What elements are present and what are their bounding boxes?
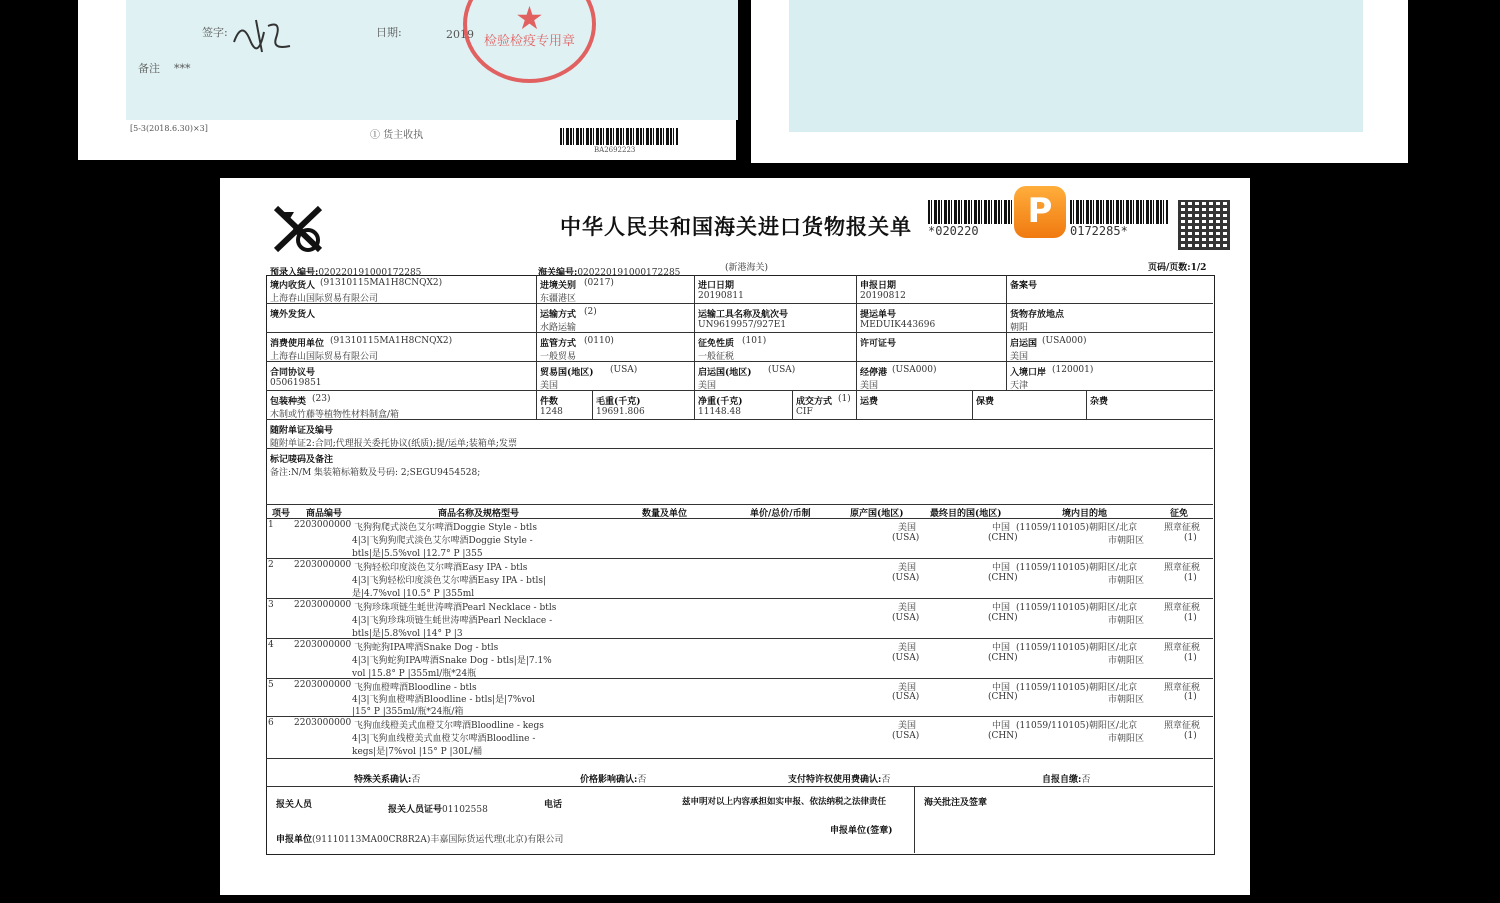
- bl-label: 提运单号: [860, 310, 897, 320]
- special-label: 特殊关系确认:: [354, 775, 412, 785]
- table-row: [266, 640, 1213, 678]
- item-dest-place: (11059/110105)朝阳区/北京: [1016, 683, 1138, 693]
- item-code: 2203000000: [294, 600, 352, 610]
- transport-mode-label: 运输方式: [540, 310, 577, 320]
- origin-country-label: 启运国: [1010, 339, 1038, 349]
- tax-nature-label: 征免性质: [698, 339, 735, 349]
- royalty-confirm: [788, 767, 890, 786]
- consumer-label: 消费使用单位: [270, 339, 325, 349]
- item-dest-place2: 市朝阳区: [1108, 695, 1145, 705]
- package-name: 木制或竹藤等植物性材料制盒/箱: [270, 410, 400, 420]
- entry-port-label: 入境口岸: [1010, 368, 1047, 378]
- item-line: 飞狗狗爬式淡色艾尔啤酒Doggie Style - btls: [354, 523, 537, 533]
- port-label: 经停港: [860, 368, 888, 378]
- item-line: btls|是|5.8%vol |14° P |3: [352, 629, 463, 639]
- item-dest-code: (CHN): [988, 573, 1018, 583]
- item-dest-place2: 市朝阳区: [1108, 616, 1145, 626]
- price-impact-confirm: [580, 767, 646, 786]
- item-line: 飞狗轻松印度淡色艾尔啤酒Easy IPA - btls: [354, 563, 528, 573]
- item-code: 2203000000: [294, 560, 352, 570]
- item-dest-place: (11059/110105)朝阳区/北京: [1016, 721, 1138, 731]
- phone-label: 电话: [544, 800, 563, 810]
- price-value: 否: [637, 775, 647, 785]
- contract: 050619851: [270, 378, 322, 388]
- item-dest: 中国: [992, 603, 1011, 613]
- item-origin: 美国: [898, 563, 917, 573]
- item-line: 4|3|飞狗狗爬式淡色艾尔啤酒Doggie Style -: [352, 536, 533, 546]
- sign-label: 签字:: [202, 26, 228, 39]
- deal-mode-label: 成交方式: [796, 397, 833, 407]
- declaring-company: [276, 827, 563, 846]
- customs-no-value: 020220191000172285: [577, 268, 681, 278]
- depart-country-code: (USA): [768, 365, 796, 375]
- barcode-icon: [560, 128, 678, 145]
- item-origin-code: (USA): [892, 653, 920, 663]
- import-date: 20190811: [698, 291, 744, 301]
- self-value: 否: [1081, 775, 1091, 785]
- depart-country-name: 美国: [698, 381, 717, 391]
- deal-mode-code: (1): [838, 394, 851, 404]
- star-icon: ★: [515, 0, 544, 37]
- seal-text: 检验检疫专用章: [483, 34, 575, 49]
- declarer-label: 报关人员: [276, 800, 313, 810]
- item-dest: 中国: [992, 523, 1011, 533]
- item-tax: 照章征税: [1164, 683, 1201, 693]
- certificate-body: [126, 0, 738, 120]
- royalty-label: 支付特许权使用费确认:: [788, 775, 882, 785]
- col-header-no: 项号: [272, 509, 291, 519]
- prerecord-value: 020220191000172285: [318, 268, 422, 278]
- consignee-code: (91310115MA1H8CNQX2): [320, 278, 443, 288]
- royalty-value: 否: [881, 775, 891, 785]
- item-origin: 美国: [898, 523, 917, 533]
- table-row: [266, 600, 1213, 638]
- bl-no: MEDUIK443696: [860, 320, 936, 330]
- item-origin: 美国: [898, 683, 917, 693]
- misc-label: 杂费: [1090, 397, 1109, 407]
- page-counter: 页码/页数:1/2: [1148, 263, 1207, 273]
- item-tax: 照章征税: [1164, 563, 1201, 573]
- col-header-dest: 最终目的国(地区): [930, 509, 1002, 519]
- pieces: 1248: [540, 407, 563, 417]
- row-divider: [266, 419, 1213, 420]
- declarer-no-label: 报关人员证号: [388, 805, 443, 815]
- self-declare-confirm: [1042, 767, 1090, 786]
- barcode-right-text: 0172285*: [1070, 224, 1128, 238]
- consignee-label: 境内收货人: [270, 281, 316, 291]
- row-divider: [266, 361, 1213, 362]
- transport-mode-name: 水路运输: [540, 323, 577, 333]
- item-line: vol |15.8° P |355ml/瓶*24瓶: [352, 669, 477, 679]
- item-line: 飞狗血橙啤酒Bloodline - btls: [354, 683, 477, 693]
- item-line: 4|3|飞狗轻松印度淡色艾尔啤酒Easy IPA - btls|: [352, 576, 546, 586]
- item-dest-code: (CHN): [988, 692, 1018, 702]
- row-divider: [266, 758, 1213, 759]
- item-dest-place: (11059/110105)朝阳区/北京: [1016, 643, 1138, 653]
- consumer-name: 上海春山国际贸易有限公司: [270, 352, 379, 362]
- company-value: (91110113MA00CR8R2A)丰嘉国际货运代理(北京)有限公司: [312, 835, 564, 845]
- docs: 随附单证2:合同;代理报关委托协议(纸质);提/运单;装箱单;发票: [270, 439, 517, 449]
- barcode-left-text: *020220: [928, 224, 979, 238]
- legal-statement: 兹申明对以上内容承担如实申报、依法纳税之法律责任: [682, 797, 887, 807]
- insurance-label: 保费: [976, 397, 995, 407]
- declarer-no-value: 01102558: [442, 805, 488, 815]
- vessel-label: 运输工具名称及航次号: [698, 310, 789, 320]
- col-divider: [694, 275, 695, 419]
- declare-date-label: 申报日期: [860, 281, 897, 291]
- qr-code-icon: [1178, 200, 1230, 250]
- item-dest-code: (CHN): [988, 533, 1018, 543]
- item-dest: 中国: [992, 563, 1011, 573]
- trade-country-label: 贸易国(地区): [540, 368, 594, 378]
- pieces-label: 件数: [540, 397, 559, 407]
- col-divider: [914, 786, 915, 853]
- item-tax: 照章征税: [1164, 721, 1201, 731]
- company-label: 申报单位: [276, 835, 313, 845]
- col-divider: [856, 390, 857, 419]
- item-tax-code: (1): [1184, 573, 1197, 583]
- contract-label: 合同协议号: [270, 368, 316, 378]
- certificate-body-right: [789, 0, 1363, 132]
- item-code: 2203000000: [294, 680, 352, 690]
- license-label: 许可证号: [860, 339, 897, 349]
- item-line: 4|3|飞狗血橙啤酒Bloodline - btls|是|7%vol: [352, 695, 535, 705]
- col-header-qty: 数量及单位: [642, 509, 688, 519]
- col-divider: [1006, 275, 1007, 390]
- trade-country-name: 美国: [540, 381, 559, 391]
- freight-label: 运费: [860, 397, 879, 407]
- item-tax: 照章征税: [1164, 643, 1201, 653]
- item-code: 2203000000: [294, 640, 352, 650]
- item-line: 是|4.7%vol |10.5° P |355ml: [352, 589, 475, 599]
- certificate-fragment-right: [751, 0, 1408, 163]
- storage-label: 货物存放地点: [1010, 310, 1065, 320]
- approval-label: 海关批注及签章: [924, 798, 988, 808]
- row-divider: [266, 303, 1213, 304]
- item-dest-place2: 市朝阳区: [1108, 576, 1145, 586]
- item-code: 2203000000: [294, 520, 352, 530]
- self-label: 自报自缴:: [1042, 775, 1082, 785]
- entry-office-name: 东疆港区: [540, 294, 577, 304]
- item-dest: 中国: [992, 643, 1011, 653]
- item-line: 4|3|飞狗血线橙美式血橙艾尔啤酒Bloodline -: [352, 734, 536, 744]
- form-code: [5-3(2018.6.30)×3]: [130, 124, 208, 133]
- table-row: [266, 560, 1213, 598]
- declarer-number: [388, 797, 488, 816]
- item-origin: 美国: [898, 643, 917, 653]
- item-origin-code: (USA): [892, 692, 920, 702]
- item-dest-place2: 市朝阳区: [1108, 656, 1145, 666]
- barcode-right-icon: [1070, 200, 1168, 224]
- barcode-left-icon: [928, 200, 1016, 224]
- company-seal-label: 申报单位(签章): [830, 826, 893, 836]
- col-header-name: 商品名称及规格型号: [438, 509, 520, 519]
- item-dest-code: (CHN): [988, 731, 1018, 741]
- origin-country-code: (USA000): [1042, 336, 1087, 346]
- item-line: kegs|是|7%vol |15° P |30L/桶: [352, 747, 482, 757]
- package-code: (23): [312, 394, 331, 404]
- col-header-place: 境内目的地: [1062, 509, 1108, 519]
- item-dest-place: (11059/110105)朝阳区/北京: [1016, 563, 1138, 573]
- item-dest-code: (CHN): [988, 653, 1018, 663]
- row-divider: [266, 786, 1213, 787]
- item-line: btls|是|5.5%vol |12.7° P |355: [352, 549, 483, 559]
- customs-no-label: 海关编号:: [538, 268, 578, 278]
- item-dest-code: (CHN): [988, 613, 1018, 623]
- supervision-name: 一般贸易: [540, 352, 577, 362]
- item-origin-code: (USA): [892, 613, 920, 623]
- item-dest-place2: 市朝阳区: [1108, 734, 1145, 744]
- price-label: 价格影响确认:: [580, 775, 638, 785]
- table-row: [266, 718, 1213, 758]
- record-no-label: 备案号: [1010, 281, 1038, 291]
- supervision-label: 监管方式: [540, 339, 577, 349]
- item-line: 4|3|飞狗蛇狗IPA啤酒Snake Dog - btls|是|7.1%: [352, 656, 552, 666]
- col-divider: [1086, 390, 1087, 419]
- entry-office-label: 进境关别: [540, 281, 577, 291]
- marks: 备注:N/M 集装箱标箱数及号码: 2;SEGU9454528;: [270, 468, 481, 478]
- inspection-certificate-fragment: [78, 0, 736, 160]
- item-origin-code: (USA): [892, 731, 920, 741]
- item-line: 飞狗珍珠项链生蚝世涛啤酒Pearl Necklace - btls: [354, 603, 557, 613]
- item-tax-code: (1): [1184, 533, 1197, 543]
- item-line: |15° P |355ml/瓶*24瓶/箱: [352, 707, 464, 717]
- vessel: UN9619957/927E1: [698, 320, 787, 330]
- storage: 朝阳: [1010, 323, 1029, 333]
- signature-icon: [228, 12, 298, 58]
- item-no: 4: [268, 640, 274, 650]
- col-header-origin: 原产国(地区): [850, 509, 904, 519]
- item-tax: 照章征税: [1164, 523, 1201, 533]
- prerecord-label: 预录入编号:: [270, 268, 319, 278]
- port-name: 美国: [860, 381, 879, 391]
- row-divider: [266, 332, 1213, 333]
- special-relation-confirm: [354, 767, 420, 786]
- item-no: 3: [268, 600, 274, 610]
- col-divider: [536, 275, 537, 419]
- row-divider: [266, 390, 1213, 391]
- col-header-code: 商品编号: [306, 509, 343, 519]
- item-no: 1: [268, 520, 274, 530]
- item-line: 飞狗血线橙美式血橙艾尔啤酒Bloodline - kegs: [354, 721, 544, 731]
- transport-mode-code: (2): [584, 307, 597, 317]
- gross-weight: 19691.806: [596, 407, 645, 417]
- depart-country-label: 启运国(地区): [698, 368, 752, 378]
- form-title: 中华人民共和国海关进口货物报关单: [560, 215, 912, 239]
- item-origin-code: (USA): [892, 573, 920, 583]
- item-tax-code: (1): [1184, 653, 1197, 663]
- customs-emblem-icon: [268, 204, 328, 256]
- item-line: 飞狗蛇狗IPA啤酒Snake Dog - btls: [354, 643, 499, 653]
- item-dest: 中国: [992, 721, 1011, 731]
- tax-nature-name: 一般征税: [698, 352, 735, 362]
- item-tax-code: (1): [1184, 692, 1197, 702]
- item-line: 4|3|飞狗珍珠项链生蚝世涛啤酒Pearl Necklace -: [352, 616, 553, 626]
- origin-country-name: 美国: [1010, 352, 1029, 362]
- col-divider: [972, 390, 973, 419]
- col-header-price: 单价/总价/币制: [750, 509, 811, 519]
- barcode-number: BA2692223: [594, 146, 636, 154]
- entry-port-name: 天津: [1010, 381, 1029, 391]
- remark-label: 备注: [138, 62, 160, 75]
- customs-office: (新港海关): [725, 263, 769, 273]
- item-no: 2: [268, 560, 274, 570]
- item-no: 5: [268, 680, 274, 690]
- year-fragment: 2019: [446, 28, 474, 41]
- tax-nature-code: (101): [742, 336, 767, 346]
- special-value: 否: [411, 775, 421, 785]
- table-row: [266, 520, 1213, 558]
- entry-port-code: (120001): [1052, 365, 1094, 375]
- item-origin-code: (USA): [892, 533, 920, 543]
- date-label: 日期:: [376, 26, 402, 39]
- col-divider: [592, 390, 593, 419]
- item-tax-code: (1): [1184, 613, 1197, 623]
- deal-mode-name: CIF: [796, 407, 813, 417]
- gross-weight-label: 毛重(千克): [596, 397, 641, 407]
- item-dest-place: (11059/110105)朝阳区/北京: [1016, 523, 1138, 533]
- net-weight-label: 净重(千克): [698, 397, 743, 407]
- item-dest-place: (11059/110105)朝阳区/北京: [1016, 603, 1138, 613]
- shipper-label: 境外发货人: [270, 310, 316, 320]
- col-divider: [792, 390, 793, 419]
- item-dest: 中国: [992, 683, 1011, 693]
- port-code: (USA000): [892, 365, 937, 375]
- item-origin: 美国: [898, 603, 917, 613]
- customs-declaration-form: [220, 178, 1250, 895]
- net-weight: 11148.48: [698, 407, 741, 417]
- item-no: 6: [268, 718, 274, 728]
- row-divider: [266, 504, 1213, 505]
- col-header-tax: 征免: [1170, 509, 1189, 519]
- package-label: 包装种类: [270, 397, 307, 407]
- col-divider: [856, 275, 857, 390]
- trade-country-code: (USA): [610, 365, 638, 375]
- watermark-logo-icon: P: [1014, 186, 1066, 238]
- consignee-name: 上海春山国际贸易有限公司: [270, 294, 379, 304]
- item-tax: 照章征税: [1164, 603, 1201, 613]
- copy-label: ① 货主收执: [370, 130, 424, 141]
- supervision-code: (0110): [584, 336, 614, 346]
- table-row: [266, 680, 1213, 716]
- marks-label: 标记唛码及备注: [270, 455, 334, 465]
- docs-label: 随附单证及编号: [270, 426, 334, 436]
- item-code: 2203000000: [294, 718, 352, 728]
- item-dest-place2: 市朝阳区: [1108, 536, 1145, 546]
- item-tax-code: (1): [1184, 731, 1197, 741]
- import-date-label: 进口日期: [698, 281, 735, 291]
- remark-value: ***: [174, 62, 191, 75]
- item-origin: 美国: [898, 721, 917, 731]
- consumer-code: (91310115MA1H8CNQX2): [330, 336, 453, 346]
- declare-date: 20190812: [860, 291, 906, 301]
- entry-office-code: (0217): [584, 278, 614, 288]
